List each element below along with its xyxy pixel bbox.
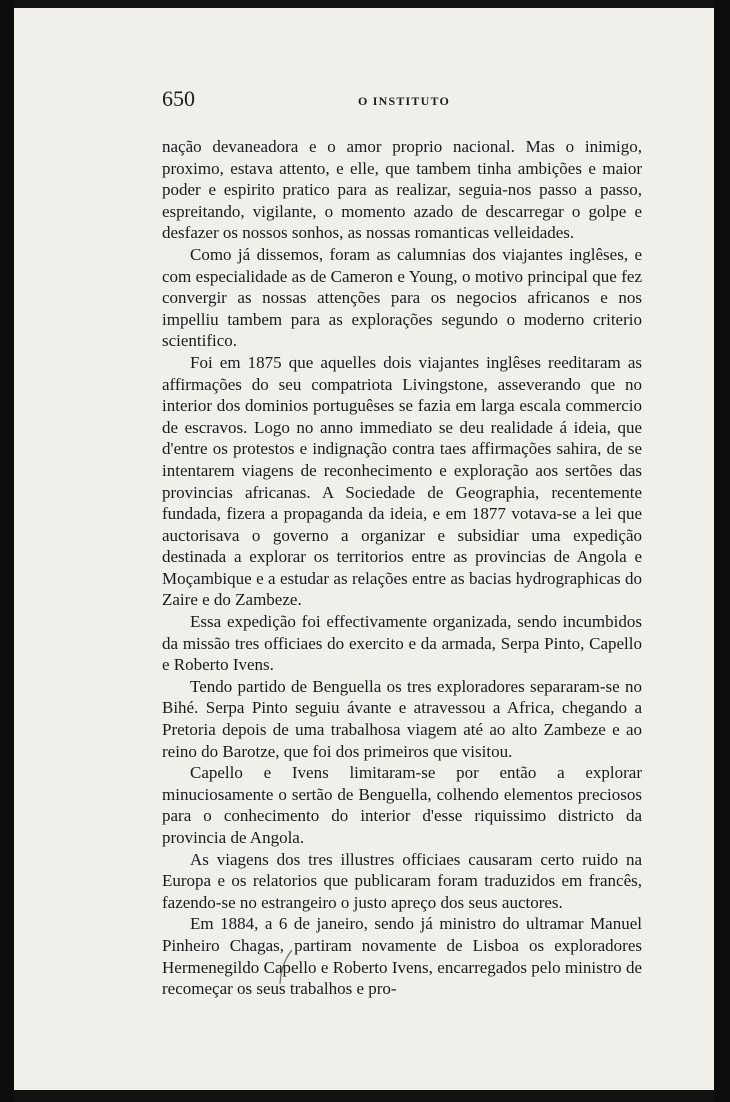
paragraph: Como já dissemos, foram as calumnias dos viajantes inglêses, e com especialidade as de Cameron e Young, o motivo principal que fez convergir as nossas attenções para os negocios africanos e nos impelliu tambem para as explorações segundo o moderno criterio scientifico.	[162, 244, 642, 351]
page-header	[162, 86, 502, 116]
paragraph: Essa expedição foi effectivamente organizada, sendo incumbidos da missão tres officiaes do exercito e da armada, Serpa Pinto, Capello e Roberto Ivens.	[162, 612, 642, 675]
paragraph: Foi em 1875 que aquelles dois viajantes inglêses reeditaram as affirmações do seu compatriota Livingstone, asseverando que no interior dos dominios portuguêses se fazia em larga escala commercio de escravos. Logo no anno immediato se deu realidade á ideia, que d'entre os protestos e indignação contra taes affirmações sahira, de se intentarem viagens de reconhecimento e exploração aos sertões das provincias africanas. A Sociedade de Geographia, recentemente fundada, fizera a propaganda da ideia, e em 1877 votava-se a lei que auctorisava o governo a organizar e subsidiar uma expedição destinada a explorar os territorios entre as provincias de Angola e Moçambique e a estudar as relações entre as bacias hydrographicas do Zaire e do Zambeze.	[162, 352, 642, 610]
scan-border-left	[0, 0, 14, 1102]
paragraph: Capello e Ivens limitaram-se por então a explorar minuciosamente o sertão de Benguella, colhendo elementos preciosos para o conhecimento do interior d'esse riquissimo districto da provincia de Angola.	[162, 763, 642, 847]
page-sheet	[14, 8, 714, 1090]
paragraph: Em 1884, a 6 de janeiro, sendo já ministro do ultramar Manuel Pinheiro Chagas, partiram novamente de Lisboa os exploradores Hermenegildo Capello e Roberto Ivens, encarregados pelo ministro de recomeçar os seus trabalhos e pro-	[162, 914, 642, 999]
stray-pen-mark	[276, 948, 296, 988]
paragraph: As viagens dos tres illustres officiaes causaram certo ruido na Europa e os relatorios que publicaram foram traduzidos em francês, fazendo-se no estrangeiro o justo apreço dos seus auctores.	[162, 849, 642, 912]
running-head: O INSTITUTO	[358, 94, 451, 108]
paragraph: Tendo partido de Benguella os tres exploradores separaram-se no Bihé. Serpa Pinto seguiu ávante e atravessou a Africa, chegando a Pretoria depois de uma trabalhosa viagem até ao alto Zambeze e ao reino do Barotze, que foi dos primeiros que visitou.	[162, 676, 642, 761]
scan-border-right	[714, 0, 730, 1102]
body-text	[162, 136, 642, 1000]
page-number: 650	[162, 86, 195, 111]
paragraph: nação devaneadora e o amor proprio nacional. Mas o inimigo, proximo, estava attento, e elle, que tambem tinha ambições e maior poder e espirito pratico para as realizar, seguia-nos passo a passo, espreitando, vigilante, o momento azado de descarregar o golpe e desfazer os nossos sonhos, as nossas romanticas velleidades.	[162, 137, 642, 243]
